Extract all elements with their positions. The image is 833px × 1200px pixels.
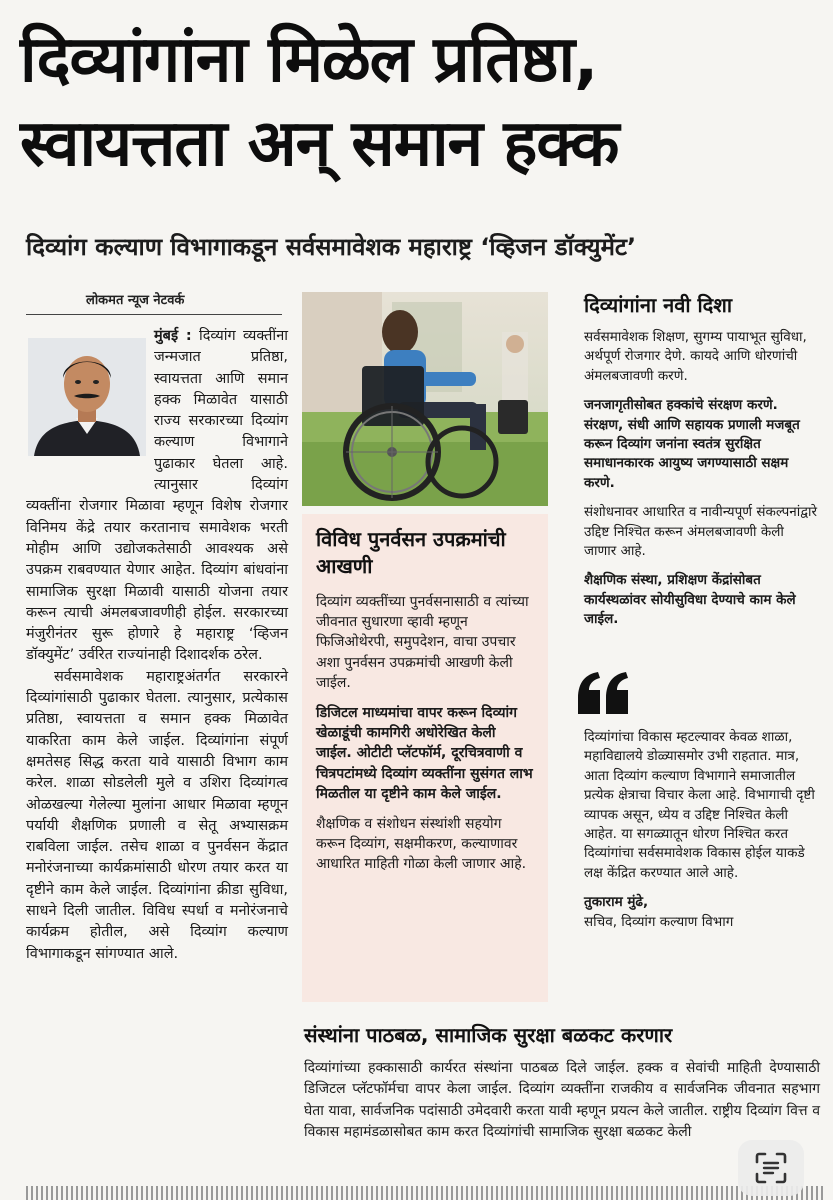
right-column: [584, 292, 818, 640]
text-scan-icon: [754, 1151, 788, 1185]
right-column-para-3: संशोधनावर आधारित व नावीन्यपूर्ण संकल्पनांद्वारे उद्दिष्ट निश्चित करून अंमलबजावणी केली जाणार आहे.: [584, 504, 818, 560]
rehabilitation-box: [302, 514, 548, 1002]
dateline: मुंबई :: [154, 328, 192, 344]
subheadline: दिव्यांग कल्याण विभागाकडून सर्वसमावेशक महाराष्ट्र ‘व्हिजन डॉक्युमेंट’: [26, 233, 637, 261]
rehabilitation-box-title: विविध पुनर्वसन उपक्रमांची आखणी: [316, 527, 506, 578]
headline: [20, 18, 820, 186]
rehabilitation-box-para-1: दिव्यांग व्यक्तींच्या पुनर्वसनासाठी व त्यांच्या जीवनात सुधारणा व्हावी म्हणून फिजिओथेरपी, समुपदेशन, वाचा उपचार अशा पुनर्वसन उपक्रमांची आखणी केली जाईल.: [316, 594, 529, 691]
page-edge-strip: [26, 1186, 826, 1200]
bottom-text: दिव्यांगांच्या हक्कासाठी कार्यरत संस्थांना पाठबळ दिले जाईल. हक्क व सेवांची माहिती देण्यासाठी डिजिटल प्लॅटफॉर्मचा वापर केला जाईल. दिव्यांग व्यक्तींना राजकीय व सार्वजनिक जीवनात सहभाग घेता यावा, सार्वजनिक पदांसाठी उमेदवारी करता यावी म्हणून प्रयत्न केले जातील. राष्ट्रीय दिव्यांग वित्त व विकास महामंडळासोबत काम करत दिव्यांगांची सामाजिक सुरक्षा बळकट केली: [304, 1060, 820, 1140]
byline: लोकमत न्यूज नेटवर्क: [86, 293, 185, 308]
wheelchair-photo-icon: [302, 292, 548, 506]
column-1-para-2: सर्वसमावेशक महाराष्ट्रअंतर्गत सरकारने दिव्यांगांसाठी पुढाकार घेतला. त्यानुसार, प्रत्येकास प्रतिष्ठा, स्वायत्तता व समान हक्क मिळावेत याकरिता काम केले जाईल. दिव्यांगांना संपूर्ण क्षमतेसह सिद्ध करता यावे यासाठी विभाग काम करेल. शाळा सोडलेली मुले व उशिरा दिव्यांगत्व ओळखल्या गेलेल्या मुलांना आधार मिळावा म्हणून पर्यायी शैक्षणिक प्रणाली व सेतू अभ्यासक्रम राबविला जाईल. तसेच शाळा व पुनर्वसन केंद्रात मनोरंजनाच्या कार्यक्रमांसाठी धोरण तयार करत या दृष्टीने काम केले जाईल. दिव्यांगांना क्रीडा सुविधा, साधने दिली जातील. विविध स्पर्धा व मनोरंजनाचे कार्यक्रम होतील, असे दिव्यांग कल्याण विभागाकडून सांगण्यात आले.: [26, 668, 288, 962]
bottom-title: संस्थांना पाठबळ, सामाजिक सुरक्षा बळकट करणार: [304, 1023, 673, 1047]
quote-author: तुकाराम मुंढे,: [584, 894, 649, 911]
headline-line-2: स्वायत्तता अन् समान हक्क: [20, 107, 619, 181]
text-scan-button[interactable]: [738, 1140, 804, 1196]
right-column-para-1: सर्वसमावेशक शिक्षण, सुगम्य पायाभूत सुविधा, अर्थपूर्ण रोजगार देणे. कायदे आणि धोरणांची अंमलबजावणी करणे.: [584, 329, 807, 384]
headline-line-1: दिव्यांगांना मिळेल प्रतिष्ठा,: [20, 23, 598, 97]
byline-divider: [26, 314, 282, 315]
quote-text: दिव्यांगांचा विकास म्हटल्यावर केवळ शाळा, महाविद्यालये डोळ्यासमोर उभी राहतात. मात्र, आता दिव्यांग कल्याण विभागाने समाजातील प्रत्येक क्षेत्राचा विचार केला आहे. विभागाची दृष्टी व्यापक असून, ध्येय व उद्दिष्ट निश्चित केली आहेत. या सगळ्यातून धोरण निश्चित करत दिव्यांगांचा सर्वसमावेशक विकास होईल याकडे लक्ष केंद्रित करण्यात आले आहे.: [584, 729, 815, 881]
column-1: [26, 326, 288, 965]
right-column-title: दिव्यांगांना नवी दिशा: [584, 293, 733, 317]
rehabilitation-box-para-2: डिजिटल माध्यमांचा वापर करून दिव्यांग खेळाडूंची कामगिरी अधोरेखित केली जाईल. ओटीटी प्लॅटफॉर्म, दूरचित्रवाणी व चित्रपटांमध्ये दिव्यांग व्यक्तींना सुसंगत लाभ मिळतील या दृष्टीने काम केले जाईल.: [316, 705, 533, 802]
rehabilitation-box-para-3: शैक्षणिक व संशोधन संस्थांशी सहयोग करून दिव्यांग, सक्षमीकरण, कल्याणावर आधारित माहिती गोळा केली जाणार आहे.: [316, 816, 527, 873]
right-column-para-4: शैक्षणिक संस्था, प्रशिक्षण केंद्रांसोबत कार्यस्थळांवर सोयीसुविधा देण्याचे काम केले जाईल.: [584, 572, 796, 628]
column-1-para-1-text: दिव्यांग व्यक्तींना जन्मजात प्रतिष्ठा, स्वायत्तता आणि समान हक्क मिळावेत यासाठी राज्य सरकारच्या दिव्यांग कल्याण विभागाने पुढाकार घेतला आहे. त्यानुसार दिव्यांग व्यक्तींना रोजगार मिळावा म्हणून विशेष रोजगार विनिमय केंद्रे तयार करतानाच समावेशक भरती मोहीम आणि उद्योजकतेसाठी आवश्यक असे उपक्रम राबवण्यात येणार आहेत. दिव्यांग बांधवांना सामाजिक सुरक्षा मिळावी यासाठी योजना तयार करून त्याची अंमलबजावणीही होईल. सरकारच्या मंजुरीनंतर सुरू होणारे हे महाराष्ट्र ‘व्हिजन डॉक्युमेंट’ उर्वरित राज्यांनाही दिशादर्शक ठरेल.: [26, 328, 288, 664]
quote-author-title: सचिव, दिव्यांग कल्याण विभाग: [584, 913, 734, 930]
quote-block: [584, 728, 818, 932]
right-column-para-2: जनजागृतीसोबत हक्कांचे संरक्षण करणे. संरक्षण, संधी आणि सहायक प्रणाली मजबूत करून दिव्यांग जनांना स्वतंत्र सुरक्षित समाधानकारक आयुष्य जगण्यासाठी सक्षम करणे.: [584, 397, 800, 491]
quote-mark-icon: [574, 668, 634, 720]
